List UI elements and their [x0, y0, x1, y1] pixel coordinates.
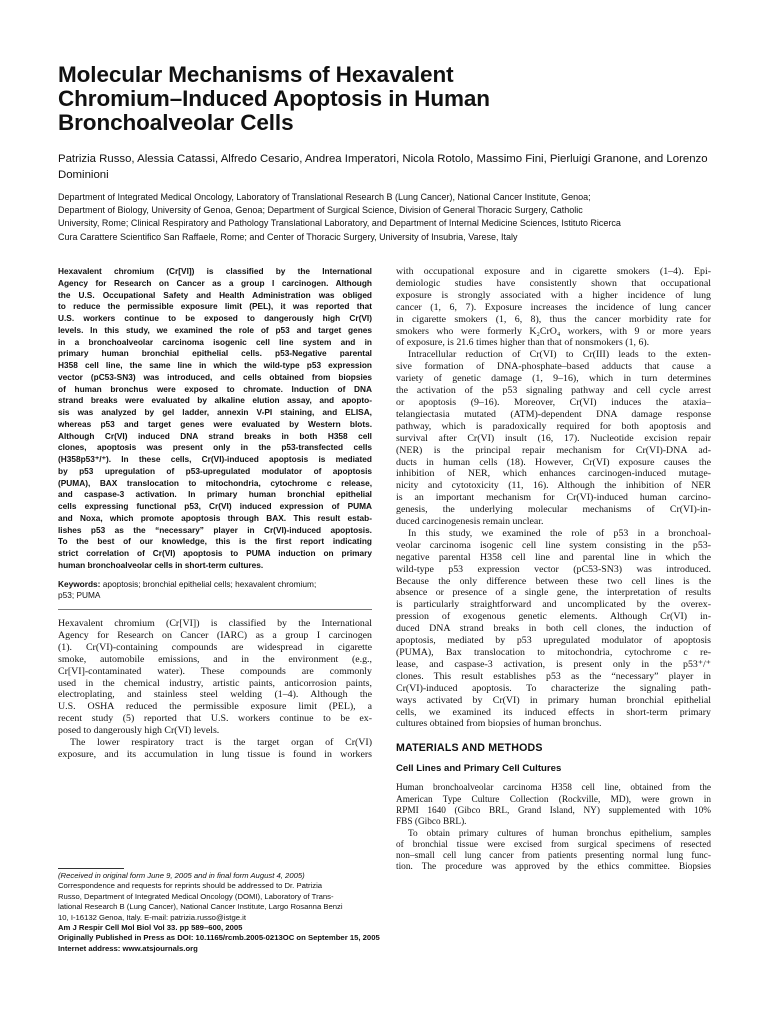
title-line: Bronchoalveolar Cells	[58, 110, 294, 135]
abstract-line: whereas p53 and target genes were evaluated by Western blots.	[58, 418, 372, 429]
abstract-divider	[58, 609, 372, 610]
body-line: Cr(VI)-induced apoptosis. To characterize the signaling path-	[396, 682, 711, 694]
abstract-line: vector (pC53-SN3) was introduced, and cells obtained from biopsies	[58, 371, 372, 382]
abstract-line: Hexavalent chromium (Cr[VI]) is classified by the International	[58, 266, 372, 276]
body-line: apoptosis, mediated by p53 upregulated modulator of apoptosis	[396, 635, 711, 647]
body-line: nicity and cytotoxicity (11, 16). Although the inhibition of NER	[396, 480, 711, 492]
abstract-line: Agency for Research on Cancer as a group I carcinogen. Although	[58, 277, 372, 288]
keywords	[58, 579, 372, 603]
abstract-line: levels. In this study, we examined the role of p53 and target genes	[58, 324, 372, 335]
methods-line: of bronchial tissue were excised from surgical specimens of resected	[396, 839, 711, 850]
abstract-line: of human bronchus were exposed to chromate. Induction of DNA	[58, 383, 372, 394]
body-line: lease, and caspase-3 activation, is present only in the p53⁺/⁺	[396, 658, 711, 670]
abstract-line: lishes p53 as the “necessary” player in Cr(VI)-induced apoptosis.	[58, 524, 372, 535]
methods-text	[396, 783, 711, 873]
body-line: negative parental H358 cell line and parental line in which the	[396, 551, 711, 563]
left-column	[58, 266, 372, 761]
methods-line: RPMI 1640 (Gibco BRL, Grand Island, NY) supplemented with 10%	[396, 805, 711, 816]
body-line: pression of exogenous genetic elements. Although Cr(VI) in-	[396, 611, 711, 623]
body-line: survival after Cr(VI) insult (16, 17). Nucleotide excision repair	[396, 432, 711, 444]
body-line: ways activated by Cr(VI) in primary human bronchial epithelial	[396, 694, 711, 706]
abstract-line: To the best of our knowledge, this is the first report indicating	[58, 536, 372, 547]
body-line: electroplating, and stainless steel welding (1–4). Although the	[58, 689, 372, 701]
abstract-line: (PUMA), BAX translocation to mitochondria, cytochrome c release,	[58, 477, 372, 488]
body-line: cancer (1, 6, 7). Exposure increases the incidence of lung cancer	[396, 301, 711, 313]
body-line: posed to dangerously high Cr(VI) levels.	[58, 725, 220, 737]
body-line: (1). Cr(VI)-containing compounds are widespread in cigarette	[58, 641, 372, 653]
body-line: is an important mechanism for Cr(VI)-induced human carcino-	[396, 492, 711, 504]
body-line: exposure, and its accumulation in lung tissue is found in workers	[58, 748, 372, 760]
body-line: clones. This result establishes p53 as the “necessary” player in	[396, 670, 711, 682]
body-line: absence or presence of a single gene, the interpretation of results	[396, 587, 711, 599]
body-line: duced carcinogenesis remain unclear.	[396, 516, 544, 528]
body-line: exposure is strongly associated with a higher incidence of lung	[396, 289, 711, 301]
title-line: Chromium–Induced Apoptosis in Human	[58, 86, 490, 111]
section-heading: MATERIALS AND METHODS	[396, 742, 543, 755]
right-column	[396, 266, 711, 874]
body-line: the activation of the p53 signaling pathway and cell cycle arrest	[396, 385, 711, 397]
intro-continued	[396, 266, 711, 730]
abstract-line: Although Cr(VI) induced DNA strand breaks in both H358 cell	[58, 430, 372, 441]
body-line: ducts in human cells (18). However, Cr(VI) exposure causes the	[396, 456, 711, 468]
body-line: telangiectasia mutated (ATM)-dependent DNA damage response	[396, 408, 711, 420]
affiliation-line: Cura Carattere Scientifico San Raffaele, Rome; and Center of Thoracic Surgery, University of Insubria, Varese, Italy	[58, 231, 518, 242]
abstract-line: in a bronchoalveolar carcinoma isogenic cell line system and in	[58, 336, 372, 347]
correspondence-line: Correspondence and requests for reprints should be addressed to Dr. Patrizia	[58, 881, 323, 891]
abstract-line: by p53 upregulation of p53-upregulated modulator of apoptosis	[58, 465, 372, 476]
abstract	[58, 266, 372, 572]
abstract-line: the U.S. Occupational Safety and Health Administration was obliged	[58, 289, 372, 300]
methods-line: tion. The procedure was approved by the ethics committee. Biopsies	[396, 862, 711, 873]
body-line: cultures obtained from biopsies of human bronchus.	[396, 718, 602, 730]
abstract-line: and caspase-3 activation. In primary human bronchial epithelial	[58, 489, 372, 500]
body-line: (PUMA), Bax translocation to mitochondria, cytochrome c re-	[396, 647, 711, 658]
body-line: recent study (5) reported that U.S. workers continue to be ex-	[58, 713, 372, 725]
keywords-label: Keywords:	[58, 578, 101, 589]
body-line: Intracellular reduction of Cr(VI) to Cr(III) leads to the exten-	[408, 349, 711, 361]
abstract-line: to reduce the permissible exposure limit (PEL), it was reported that	[58, 301, 372, 312]
body-line: in cigarette smokers (1, 6, 8), thus the cancer morbidity rate for	[396, 313, 711, 325]
body-line: variety of genetic damage (1, 9–16), which in turn determines	[396, 373, 711, 385]
keywords-line	[58, 579, 372, 591]
keywords-line: p53; PUMA	[58, 590, 101, 601]
affiliation-line: University, Rome; Clinical Respiratory and Pathology Translational Laboratory, and Department of Internal Medicine Sciences, Istituto Ricerca	[58, 218, 621, 229]
body-line: In this study, we examined the role of p53 in a bronchoal-	[408, 527, 711, 539]
body-line: of exposure, is 21.6 times higher than that of nonsmokers (1, 6).	[396, 337, 650, 349]
abstract-line: human bronchoalveolar cells in short-term cultures.	[58, 559, 264, 570]
keywords-text: apoptosis; bronchial epithelial cells; hexavalent chromium;	[102, 578, 317, 589]
abstract-line: and Noxa, which promote apoptosis through BAX. This result estab-	[58, 512, 372, 523]
abstract-line: (H358p53⁺/⁺). In these cells, Cr(VI)-induced apoptosis is mediated	[58, 454, 372, 464]
abstract-line: cells expressing functional p53, Cr(VI) induced expression of PUMA	[58, 501, 372, 511]
abstract-line: U.S. workers continue to be exposed to dangerously high Cr(VI)	[58, 313, 372, 323]
abstract-line: primary human bronchial epithelial cells. p53-Negative parental	[58, 348, 372, 359]
affiliations	[58, 191, 710, 244]
body-line: wild-type p53 expression vector (pC53-SN3) was introduced.	[396, 563, 711, 575]
body-line: or apoptosis (9–16). Moreover, Cr(VI) induces the ataxia–	[396, 396, 711, 408]
body-line: is particularly straightforward and uncomplicated by the overex-	[396, 599, 711, 611]
body-line: (NER) is the principal repair mechanism for Cr(VI)-DNA ad-	[396, 444, 711, 456]
abstract-line: strict correlation of Cr(VI) apoptosis to PUMA induction on primary	[58, 548, 372, 558]
citation-line: Am J Respir Cell Mol Biol Vol 33. pp 589–600, 2005	[58, 923, 243, 933]
body-line: Cr[VI]-contaminated water). These compounds are commonly	[58, 665, 372, 677]
body-line: with occupational exposure and in cigarette smokers (1–4). Epi-	[396, 266, 711, 277]
abstract-line: strand breaks were evaluated by alkaline elution assay, and apopto-	[58, 395, 372, 406]
body-line: The lower respiratory tract is the target organ of Cr(VI)	[70, 737, 372, 749]
body-line: duced DNA strand breaks in both cell clones, the induction of	[396, 623, 711, 635]
body-line: Because the only difference between these two cell lines is the	[396, 575, 711, 587]
subsection-heading: Cell Lines and Primary Cell Cultures	[396, 763, 562, 775]
correspondence-line: Russo, Department of Integrated Medical Oncology (DOMI), Laboratory of Trans-	[58, 891, 334, 901]
footnote-rule	[58, 868, 124, 869]
body-line: smokers who were formerly K₂CrO₄ workers, with 9 or more years	[396, 325, 711, 337]
correspondence-line: 10, I-16132 Genoa, Italy. E-mail: patrizia.russo@istge.it	[58, 912, 246, 922]
author-list: Patrizia Russo, Alessia Catassi, Alfredo Cesario, Andrea Imperatori, Nicola Rotolo, Massimo Fini, Pierluigi Granone, and Lorenzo Dominioni	[58, 153, 708, 181]
abstract-line: clones, apoptosis was present only in the p53-transfected cells	[58, 442, 372, 453]
abstract-line: sis was analyzed by gel ladder, annexin V-PI staining, and ELISA,	[58, 407, 372, 417]
methods-line: American Type Culture Collection (Rockville, MD), were grown in	[396, 794, 711, 805]
affiliation-line: Department of Biology, University of Genoa, Genoa; Department of Surgical Science, Division of General Thoracic Surgery, Catholic	[58, 205, 583, 216]
body-line: genesis, the underlying molecular mechanisms of Cr(VI)-in-	[396, 504, 711, 516]
methods-line: FBS (Gibco BRL).	[396, 817, 467, 828]
affiliation-line: Department of Integrated Medical Oncology, Laboratory of Translational Research B (Lung Cancer), National Cancer Institute, Genoa;	[58, 192, 591, 202]
article-title	[58, 63, 708, 135]
methods-line: Human bronchoalveolar carcinoma H358 cell line, obtained from the	[396, 783, 711, 794]
doi-line: Originally Published in Press as DOI: 10.1165/rcmb.2005-0213OC on September 15, 2005	[58, 933, 380, 943]
footnotes	[58, 868, 380, 954]
body-line: Hexavalent chromium (Cr[VI]) is classified by the International	[58, 618, 372, 629]
intro-text	[58, 618, 372, 761]
abstract-line: H358 cell line, the same line in which the wild-type p53 expression	[58, 360, 372, 370]
body-line: inhibition of NER, which enhances carcinogen-induced mutage-	[396, 468, 711, 480]
methods-line: To obtain primary cultures of human bronchus epithelium, samples	[408, 828, 711, 839]
body-line: U.S. OSHA reduced the permissible exposure limit (PEL), a	[58, 701, 372, 713]
body-line: demiologic studies have consistently shown that occupational	[396, 277, 711, 289]
body-line: pathway, which is paradoxically required for both apoptosis and	[396, 420, 711, 432]
title-line: Molecular Mechanisms of Hexavalent	[58, 62, 454, 87]
body-line: smoke, automobile emissions, and in the environment (e.g.,	[58, 653, 372, 665]
body-line: used in the chemical industry, artistic paints, anticorrosion paints,	[58, 677, 372, 689]
body-line: cells, we examined its induced effects in short-term primary	[396, 706, 711, 718]
body-line: veolar carcinoma isogenic cell line system consisting in the p53-	[396, 539, 711, 551]
methods-line: non–small cell lung cancer from patients presenting normal lung func-	[396, 851, 711, 862]
internet-address: Internet address: www.atsjournals.org	[58, 943, 198, 953]
body-line: Agency for Research on Cancer (IARC) as a group I carcinogen	[58, 629, 372, 641]
correspondence-line: lational Research B (Lung Cancer), National Cancer Institute, Largo Rosanna Benzi	[58, 902, 343, 912]
body-line: sive formation of DNA-phosphate–based adducts that cause a	[396, 361, 711, 373]
received-dates: (Received in original form June 9, 2005 and in final form August 4, 2005)	[58, 871, 305, 880]
